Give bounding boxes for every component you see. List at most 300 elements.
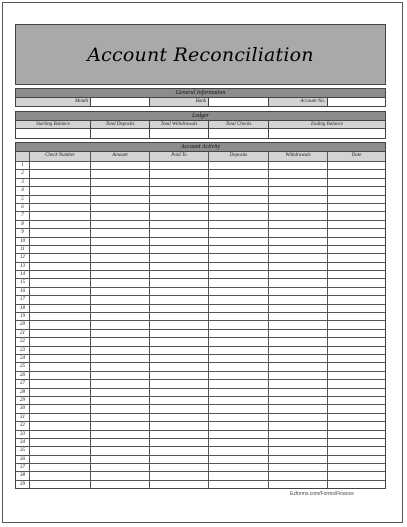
deposits-cell[interactable] [208,170,268,177]
row-number: 10 [20,238,25,244]
check-number-cell[interactable] [29,397,90,404]
table-row [16,320,385,328]
date-cell[interactable] [327,221,385,228]
amount-cell[interactable] [90,414,149,421]
deposits-cell[interactable] [208,279,268,286]
table-row [16,471,385,479]
withdrawals-cell[interactable] [268,464,327,471]
amount-cell[interactable] [90,321,149,328]
account-activity-heading: Account Activity [15,142,386,152]
withdrawals-cell[interactable] [268,279,327,286]
paid-to-cell[interactable] [149,221,208,228]
amount-cell[interactable] [90,447,149,454]
amount-cell[interactable] [90,296,149,303]
deposits-cell[interactable] [208,439,268,446]
paid-to-cell[interactable] [149,238,208,245]
check-number-cell[interactable] [29,439,90,446]
date-cell[interactable] [327,271,385,278]
account-no-field[interactable] [327,98,385,106]
paid-to-cell[interactable] [149,355,208,362]
amount-cell[interactable] [90,355,149,362]
table-row [16,304,385,312]
row-number: 37 [20,465,25,471]
paid-to-cell[interactable] [149,422,208,429]
withdrawals-cell[interactable] [268,162,327,169]
check-number-cell[interactable] [29,187,90,194]
reconciliation-form [15,24,386,489]
check-number-cell[interactable] [29,456,90,463]
deposits-cell[interactable] [208,330,268,337]
withdrawals-cell[interactable] [268,372,327,379]
withdrawals-cell[interactable] [268,305,327,312]
paid-to-cell[interactable] [149,372,208,379]
check-number-cell[interactable] [29,313,90,320]
paid-to-cell[interactable] [149,321,208,328]
date-cell[interactable] [327,229,385,236]
date-cell[interactable] [327,162,385,169]
deposits-cell[interactable] [208,372,268,379]
row-number: 24 [20,355,25,361]
amount-cell[interactable] [90,288,149,295]
deposits-cell[interactable] [208,263,268,270]
table-row [16,446,385,454]
date-cell[interactable] [327,422,385,429]
check-number-cell[interactable] [29,330,90,337]
amount-cell[interactable] [90,464,149,471]
deposits-cell[interactable] [208,313,268,320]
row-number: 36 [20,456,25,462]
deposits-cell[interactable] [208,405,268,412]
paid-to-cell[interactable] [149,170,208,177]
amount-cell[interactable] [90,439,149,446]
amount-cell[interactable] [90,305,149,312]
amount-cell[interactable] [90,389,149,396]
check-number-cell[interactable] [29,279,90,286]
deposits-cell[interactable] [208,481,268,488]
date-cell[interactable] [327,313,385,320]
withdrawals-header: Withdrawals [268,152,327,161]
deposits-cell[interactable] [208,431,268,438]
withdrawals-cell[interactable] [268,254,327,261]
check-number-cell[interactable] [29,288,90,295]
date-cell[interactable] [327,321,385,328]
account-no-label: Account No. [268,98,327,106]
date-cell[interactable] [327,481,385,488]
paid-to-cell[interactable] [149,212,208,219]
total-checks-field[interactable] [208,129,268,138]
withdrawals-cell[interactable] [268,246,327,253]
date-cell[interactable] [327,254,385,261]
table-row [16,245,385,253]
paid-to-cell[interactable] [149,263,208,270]
total-deposits-field[interactable] [90,129,149,138]
check-number-cell[interactable] [29,321,90,328]
check-number-cell[interactable] [29,363,90,370]
amount-cell[interactable] [90,271,149,278]
deposits-cell[interactable] [208,204,268,211]
table-row [16,262,385,270]
row-number: 16 [20,288,25,294]
starting-balance-header: Starting Balance [36,122,70,127]
total-withdrawals-field[interactable] [149,129,208,138]
date-cell[interactable] [327,414,385,421]
amount-cell[interactable] [90,204,149,211]
date-cell[interactable] [327,212,385,219]
footer-credit: Ezforms.com/Forms/Finance [290,491,354,497]
date-cell[interactable] [327,472,385,479]
deposits-cell[interactable] [208,414,268,421]
check-number-cell[interactable] [29,405,90,412]
check-number-cell[interactable] [29,212,90,219]
date-cell[interactable] [327,439,385,446]
withdrawals-cell[interactable] [268,288,327,295]
check-number-cell[interactable] [29,229,90,236]
deposits-cell[interactable] [208,229,268,236]
date-cell[interactable] [327,296,385,303]
amount-cell[interactable] [90,338,149,345]
withdrawals-cell[interactable] [268,355,327,362]
check-number-cell[interactable] [29,271,90,278]
month-label: Month [16,98,90,106]
amount-cell[interactable] [90,405,149,412]
table-row [16,396,385,404]
date-cell[interactable] [327,279,385,286]
paid-to-cell[interactable] [149,296,208,303]
paid-to-cell[interactable] [149,338,208,345]
table-row [16,346,385,354]
paid-to-cell[interactable] [149,271,208,278]
check-number-cell[interactable] [29,372,90,379]
paid-to-cell[interactable] [149,431,208,438]
deposits-cell[interactable] [208,296,268,303]
withdrawals-cell[interactable] [268,296,327,303]
date-cell[interactable] [327,397,385,404]
amount-cell[interactable] [90,179,149,186]
paid-to-cell[interactable] [149,481,208,488]
withdrawals-cell[interactable] [268,380,327,387]
deposits-cell[interactable] [208,472,268,479]
row-number: 3 [21,179,24,185]
amount-cell[interactable] [90,229,149,236]
withdrawals-cell[interactable] [268,330,327,337]
table-row [16,186,385,194]
withdrawals-cell[interactable] [268,321,327,328]
date-cell[interactable] [327,179,385,186]
check-number-cell[interactable] [29,389,90,396]
paid-to-cell[interactable] [149,162,208,169]
table-row [16,237,385,245]
row-number: 4 [21,188,24,194]
amount-cell[interactable] [90,170,149,177]
row-number: 7 [21,213,24,219]
withdrawals-cell[interactable] [268,196,327,203]
withdrawals-cell[interactable] [268,187,327,194]
date-cell[interactable] [327,187,385,194]
amount-cell[interactable] [90,313,149,320]
amount-cell[interactable] [90,347,149,354]
row-number-header [16,152,29,161]
check-number-cell[interactable] [29,246,90,253]
bank-label: Bank [149,98,208,106]
withdrawals-cell[interactable] [268,179,327,186]
deposits-cell[interactable] [208,288,268,295]
row-number: 30 [20,406,25,412]
date-cell[interactable] [327,246,385,253]
paid-to-cell[interactable] [149,464,208,471]
check-number-cell[interactable] [29,162,90,169]
row-number: 33 [20,431,25,437]
withdrawals-cell[interactable] [268,397,327,404]
check-number-cell[interactable] [29,447,90,454]
date-header: Date [327,152,385,161]
date-cell[interactable] [327,338,385,345]
deposits-cell[interactable] [208,347,268,354]
deposits-cell[interactable] [208,212,268,219]
withdrawals-cell[interactable] [268,447,327,454]
deposits-cell[interactable] [208,305,268,312]
withdrawals-cell[interactable] [268,229,327,236]
paid-to-cell[interactable] [149,246,208,253]
table-row [16,220,385,228]
check-number-cell[interactable] [29,254,90,261]
check-number-cell[interactable] [29,472,90,479]
date-cell[interactable] [327,330,385,337]
date-cell[interactable] [327,305,385,312]
row-number: 23 [20,347,25,353]
amount-cell[interactable] [90,372,149,379]
paid-to-cell[interactable] [149,456,208,463]
ending-balance-field[interactable] [268,129,385,138]
amount-cell[interactable] [90,263,149,270]
row-number: 26 [20,372,25,378]
withdrawals-cell[interactable] [268,238,327,245]
deposits-cell[interactable] [208,254,268,261]
paid-to-cell[interactable] [149,187,208,194]
row-number: 8 [21,221,24,227]
check-number-cell[interactable] [29,338,90,345]
paid-to-cell[interactable] [149,229,208,236]
paid-to-cell[interactable] [149,439,208,446]
withdrawals-cell[interactable] [268,170,327,177]
total-withdrawals-header: Total Withdrawals [149,121,208,128]
paid-to-cell[interactable] [149,288,208,295]
starting-balance-field[interactable] [16,129,90,138]
deposits-cell[interactable] [208,321,268,328]
check-number-cell[interactable] [29,238,90,245]
deposits-cell[interactable] [208,397,268,404]
date-cell[interactable] [327,355,385,362]
withdrawals-cell[interactable] [268,481,327,488]
paid-to-cell[interactable] [149,363,208,370]
paid-to-cell[interactable] [149,313,208,320]
check-number-cell[interactable] [29,414,90,421]
withdrawals-cell[interactable] [268,313,327,320]
withdrawals-cell[interactable] [268,221,327,228]
check-number-cell[interactable] [29,464,90,471]
amount-cell[interactable] [90,162,149,169]
deposits-cell[interactable] [208,271,268,278]
bank-field[interactable] [208,98,268,106]
row-number: 32 [20,423,25,429]
table-row [16,371,385,379]
date-cell[interactable] [327,456,385,463]
withdrawals-cell[interactable] [268,271,327,278]
check-number-cell[interactable] [29,221,90,228]
check-number-cell[interactable] [29,422,90,429]
check-number-cell[interactable] [29,481,90,488]
paid-to-cell[interactable] [149,397,208,404]
paid-to-cell[interactable] [149,204,208,211]
paid-to-cell[interactable] [149,305,208,312]
deposits-cell[interactable] [208,162,268,169]
withdrawals-cell[interactable] [268,439,327,446]
date-cell[interactable] [327,263,385,270]
amount-cell[interactable] [90,196,149,203]
row-number: 18 [20,305,25,311]
paid-to-cell[interactable] [149,380,208,387]
deposits-cell[interactable] [208,355,268,362]
withdrawals-cell[interactable] [268,263,327,270]
row-number: 34 [20,439,25,445]
amount-cell[interactable] [90,246,149,253]
check-number-cell[interactable] [29,347,90,354]
check-number-cell[interactable] [29,263,90,270]
row-number: 21 [20,330,25,336]
amount-cell[interactable] [90,187,149,194]
withdrawals-cell[interactable] [268,405,327,412]
withdrawals-cell[interactable] [268,422,327,429]
check-number-cell[interactable] [29,355,90,362]
date-cell[interactable] [327,363,385,370]
row-number: 35 [20,448,25,454]
withdrawals-cell[interactable] [268,414,327,421]
paid-to-cell[interactable] [149,330,208,337]
date-cell[interactable] [327,389,385,396]
deposits-cell[interactable] [208,380,268,387]
paid-to-cell[interactable] [149,414,208,421]
amount-cell[interactable] [90,254,149,261]
deposits-cell[interactable] [208,221,268,228]
date-cell[interactable] [327,238,385,245]
title-banner [15,24,386,85]
general-info-row [15,98,386,107]
withdrawals-cell[interactable] [268,347,327,354]
check-number-cell[interactable] [29,196,90,203]
ledger-value-row [15,129,386,139]
withdrawals-cell[interactable] [268,212,327,219]
row-number: 2 [21,171,24,177]
table-row [16,161,385,169]
check-number-cell[interactable] [29,305,90,312]
date-cell[interactable] [327,170,385,177]
amount-cell[interactable] [90,221,149,228]
row-number: 29 [20,397,25,403]
row-number: 11 [20,246,25,252]
deposits-cell[interactable] [208,464,268,471]
amount-cell[interactable] [90,397,149,404]
table-row [16,388,385,396]
withdrawals-cell[interactable] [268,431,327,438]
check-number-cell[interactable] [29,179,90,186]
deposits-cell[interactable] [208,338,268,345]
amount-cell[interactable] [90,363,149,370]
amount-cell[interactable] [90,456,149,463]
deposits-cell[interactable] [208,389,268,396]
date-cell[interactable] [327,196,385,203]
date-cell[interactable] [327,405,385,412]
table-row [16,404,385,412]
paid-to-cell[interactable] [149,405,208,412]
paid-to-cell[interactable] [149,179,208,186]
amount-cell[interactable] [90,330,149,337]
paid-to-cell[interactable] [149,389,208,396]
paid-to-cell[interactable] [149,196,208,203]
date-cell[interactable] [327,464,385,471]
paid-to-cell[interactable] [149,447,208,454]
amount-cell[interactable] [90,431,149,438]
amount-cell[interactable] [90,422,149,429]
withdrawals-cell[interactable] [268,204,327,211]
deposits-cell[interactable] [208,238,268,245]
check-number-cell[interactable] [29,170,90,177]
amount-cell[interactable] [90,238,149,245]
deposits-cell[interactable] [208,363,268,370]
paid-to-cell[interactable] [149,347,208,354]
amount-cell[interactable] [90,472,149,479]
withdrawals-cell[interactable] [268,456,327,463]
date-cell[interactable] [327,288,385,295]
deposits-cell[interactable] [208,456,268,463]
withdrawals-cell[interactable] [268,338,327,345]
check-number-cell[interactable] [29,380,90,387]
check-number-cell[interactable] [29,431,90,438]
total-checks-header: Total Checks [208,121,268,128]
date-cell[interactable] [327,380,385,387]
date-cell[interactable] [327,347,385,354]
table-row [16,312,385,320]
date-cell[interactable] [327,372,385,379]
withdrawals-cell[interactable] [268,363,327,370]
check-number-cell[interactable] [29,296,90,303]
row-number: 20 [20,322,25,328]
ledger-header-row [15,121,386,129]
withdrawals-cell[interactable] [268,389,327,396]
date-cell[interactable] [327,204,385,211]
general-info-heading: General Information [15,88,386,98]
paid-to-cell[interactable] [149,279,208,286]
deposits-cell[interactable] [208,246,268,253]
table-row [16,287,385,295]
deposits-cell[interactable] [208,447,268,454]
amount-cell[interactable] [90,481,149,488]
row-number: 17 [20,297,25,303]
amount-cell[interactable] [90,212,149,219]
deposits-cell[interactable] [208,422,268,429]
paid-to-cell[interactable] [149,254,208,261]
deposits-cell[interactable] [208,187,268,194]
paid-to-cell[interactable] [149,472,208,479]
amount-cell[interactable] [90,380,149,387]
amount-cell[interactable] [90,279,149,286]
date-cell[interactable] [327,431,385,438]
deposits-cell[interactable] [208,179,268,186]
paid-to-header: Paid To [149,152,208,161]
deposits-cell[interactable] [208,196,268,203]
date-cell[interactable] [327,447,385,454]
withdrawals-cell[interactable] [268,472,327,479]
check-number-cell[interactable] [29,204,90,211]
month-field[interactable] [90,98,149,106]
